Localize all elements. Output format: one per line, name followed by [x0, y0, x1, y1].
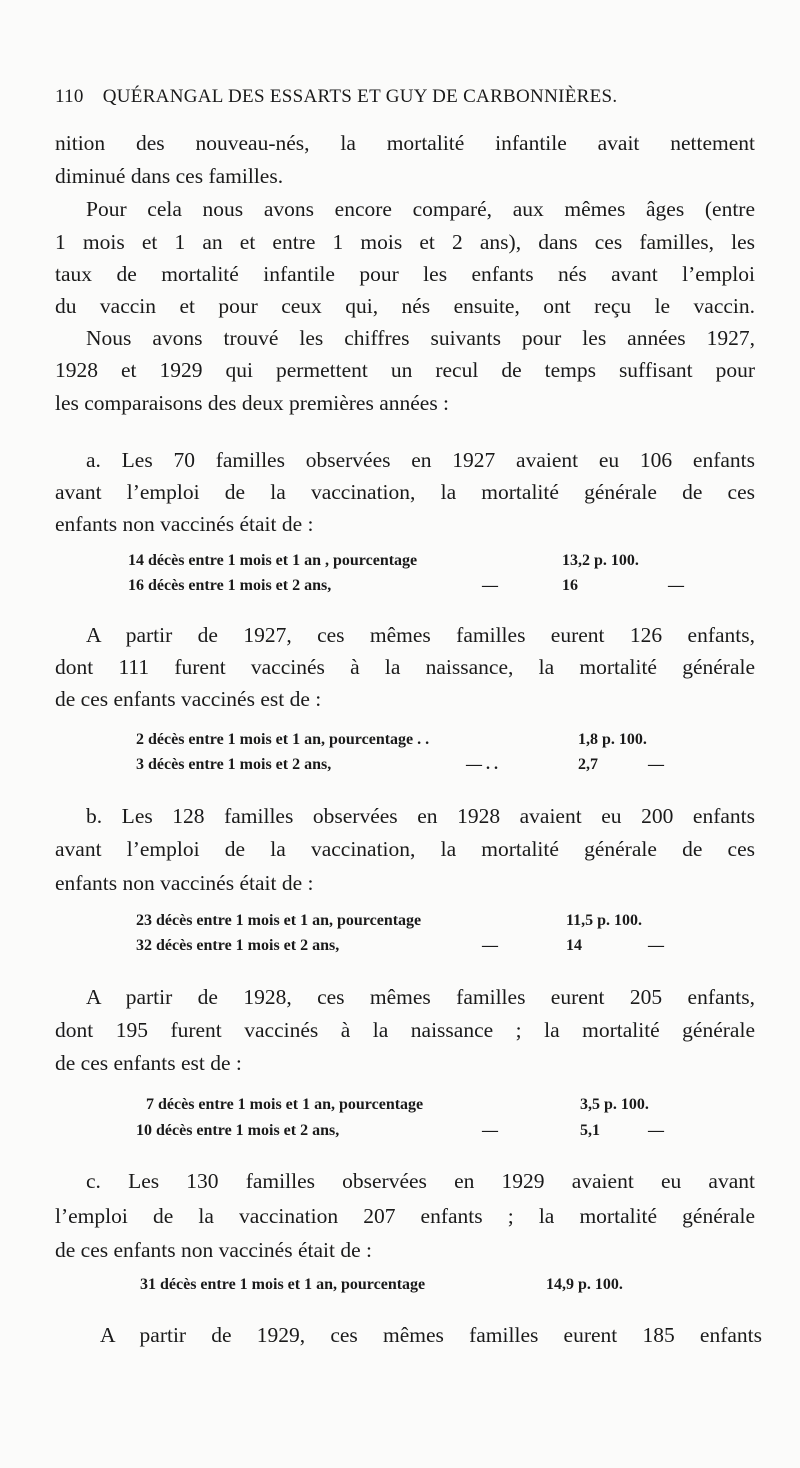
section-c-line: A partir de 1929, ces mêmes familles eurent 185 enfants [100, 1323, 762, 1347]
running-title: QUÉRANGAL DES ESSARTS ET GUY DE CARBONNIÈRES. [102, 86, 618, 107]
stat-deaths: 31 décès entre 1 mois et 1 an, pourcentage [140, 1276, 426, 1293]
stat-deaths: 32 décès entre 1 mois et 2 ans, [136, 937, 340, 954]
stat-row [128, 577, 728, 597]
section-a-line: de ces enfants vaccinés est de : [55, 687, 322, 711]
section-c-line: de ces enfants non vaccinés était de : [55, 1238, 372, 1262]
text-line: nition des nouveau-nés, la mortalité infantile avait nettement [55, 131, 755, 155]
stat-row [146, 1096, 746, 1116]
stat-value: 14 [566, 937, 582, 954]
text-line: du vaccin et pour ceux qui, nés ensuite, ont reçu le vaccin. [55, 294, 755, 318]
section-a-line: avant l’emploi de la vaccination, la mortalité générale de ces [55, 480, 755, 504]
stat-deaths: 2 décès entre 1 mois et 1 an, pourcentage . . [136, 731, 430, 748]
stat-dash: — [668, 577, 684, 594]
stat-row [136, 912, 736, 932]
text-line: 1928 et 1929 qui permettent un recul de temps suffisant pour [55, 358, 755, 382]
stat-deaths: 7 décès entre 1 mois et 1 an, pourcentage [146, 1096, 424, 1113]
stat-value: 11,5 p. 100. [566, 912, 643, 929]
stat-row [136, 731, 736, 751]
section-b-line: de ces enfants est de : [55, 1051, 242, 1075]
stat-value: 3,5 p. 100. [580, 1096, 649, 1113]
page-number: 110 [55, 86, 84, 107]
stat-dash: — [482, 1122, 498, 1139]
section-c-line: c. Les 130 familles observées en 1929 avaient eu avant [86, 1169, 755, 1193]
section-b-line: enfants non vaccinés était de : [55, 871, 314, 895]
section-a-line: a. Les 70 familles observées en 1927 avaient eu 106 enfants [86, 448, 755, 472]
stat-row [136, 1122, 736, 1142]
stat-row [128, 552, 728, 572]
stat-dash: — [648, 756, 664, 773]
stat-deaths: 23 décès entre 1 mois et 1 an, pourcentage [136, 912, 422, 929]
section-b-line: b. Les 128 familles observées en 1928 avaient eu 200 enfants [86, 804, 755, 828]
stat-dash: — . . [466, 756, 498, 773]
text-line: 1 mois et 1 an et entre 1 mois et 2 ans), dans ces familles, les [55, 230, 755, 254]
stat-deaths: 14 décès entre 1 mois et 1 an , pourcentage [128, 552, 418, 569]
text-line: taux de mortalité infantile pour les enfants nés avant l’emploi [55, 262, 755, 286]
stat-dash: — [648, 1122, 664, 1139]
text-line: diminué dans ces familles. [55, 164, 284, 188]
section-a-line: enfants non vaccinés était de : [55, 512, 314, 536]
text-line: Pour cela nous avons encore comparé, aux mêmes âges (entre [86, 197, 755, 221]
stat-row [136, 756, 736, 776]
stat-deaths: 3 décès entre 1 mois et 2 ans, [136, 756, 332, 773]
stat-value: 1,8 p. 100. [578, 731, 647, 748]
stat-value: 5,1 [580, 1122, 600, 1139]
stat-dash: — [648, 937, 664, 954]
running-header [55, 86, 745, 108]
stat-row [140, 1276, 740, 1296]
section-c-line: l’emploi de la vaccination 207 enfants ; la mortalité générale [55, 1204, 755, 1228]
stat-dash: — [482, 577, 498, 594]
section-b-line: A partir de 1928, ces mêmes familles eurent 205 enfants, [86, 985, 755, 1009]
text-line: les comparaisons des deux premières années : [55, 391, 450, 415]
stat-dash: — [482, 937, 498, 954]
stat-row [136, 937, 736, 957]
stat-deaths: 16 décès entre 1 mois et 2 ans, [128, 577, 332, 594]
section-a-line: dont 111 furent vaccinés à la naissance, la mortalité générale [55, 655, 755, 679]
section-a-line: A partir de 1927, ces mêmes familles eurent 126 enfants, [86, 623, 755, 647]
stat-value: 16 [562, 577, 578, 594]
stat-deaths: 10 décès entre 1 mois et 2 ans, [136, 1122, 340, 1139]
stat-value: 13,2 p. 100. [562, 552, 639, 569]
stat-value: 14,9 p. 100. [546, 1276, 623, 1293]
section-b-line: avant l’emploi de la vaccination, la mortalité générale de ces [55, 837, 755, 861]
stat-value: 2,7 [578, 756, 598, 773]
section-b-line: dont 195 furent vaccinés à la naissance ; la mortalité générale [55, 1018, 755, 1042]
text-line: Nous avons trouvé les chiffres suivants pour les années 1927, [86, 326, 755, 350]
